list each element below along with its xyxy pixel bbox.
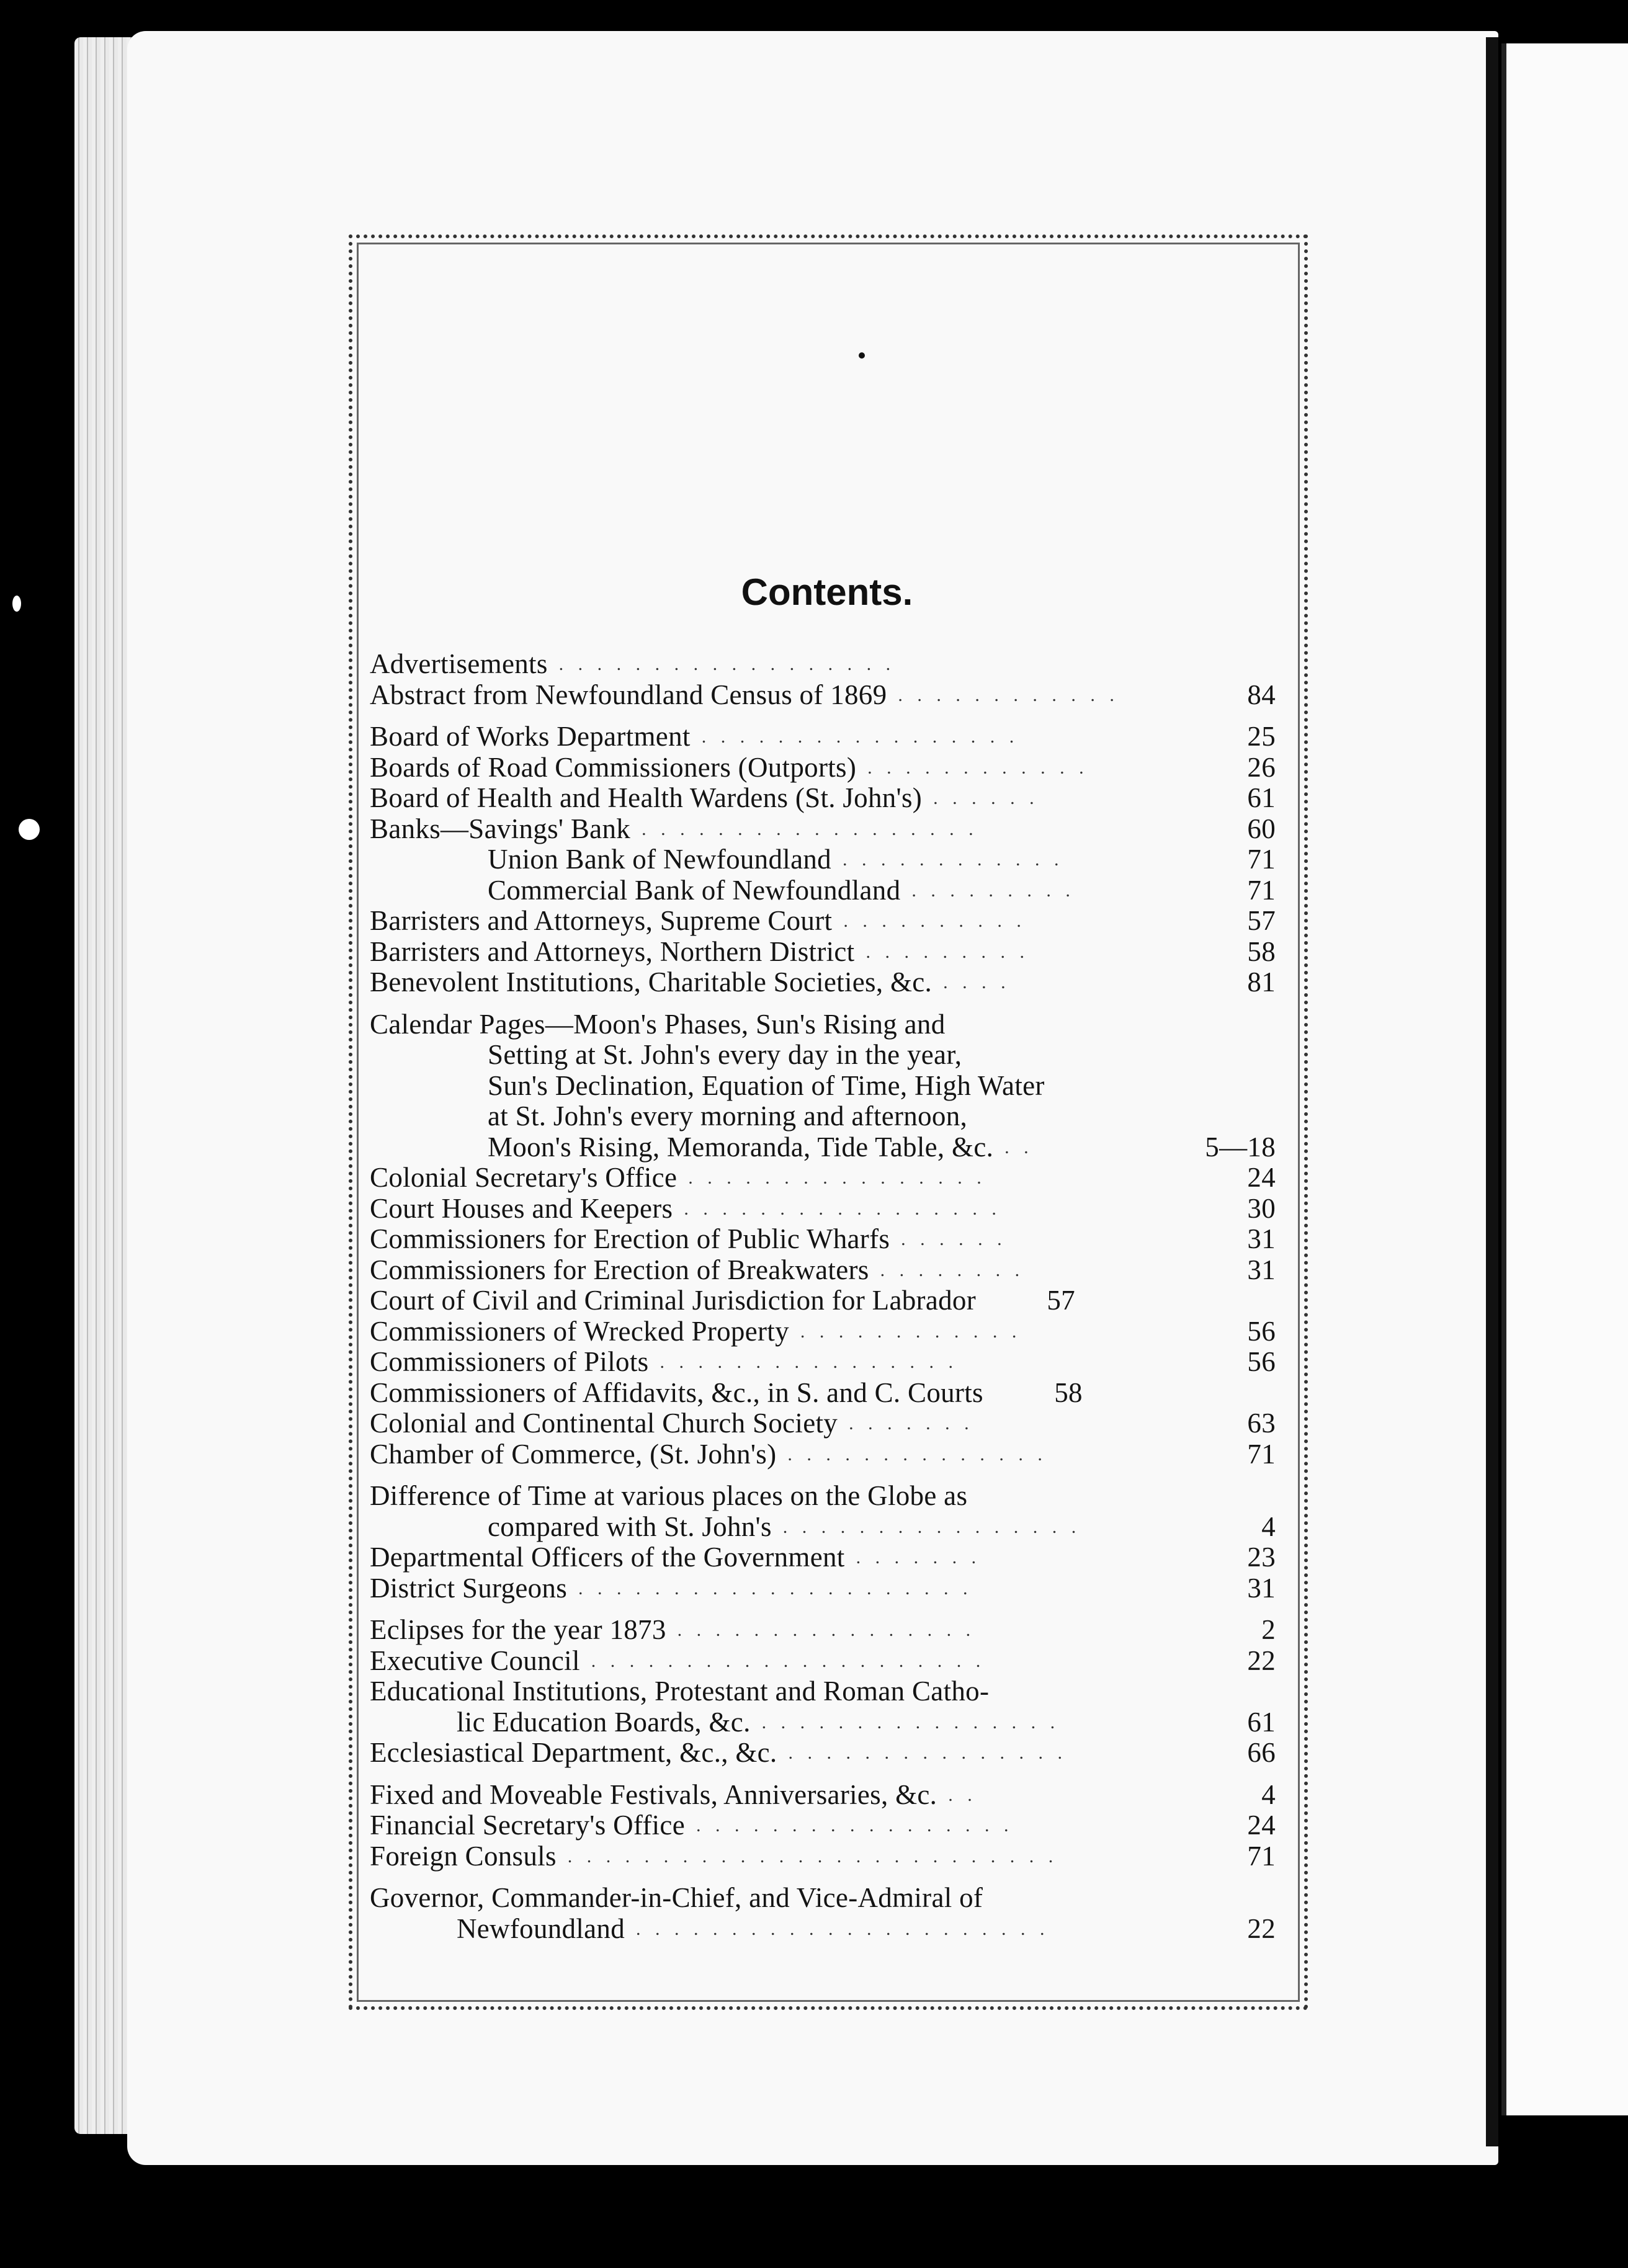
entry-text: Court of Civil and Criminal Jurisdiction for Labrador [370,1285,976,1316]
page-number: 57 [1047,1285,1075,1316]
leader-dots: . . . . . . . . . . . . . . . . . . . . . . [636,1918,1050,1939]
page-number: 5—18 [1205,1131,1276,1163]
page-number: 30 [1247,1192,1276,1224]
toc-entry [370,721,1276,752]
toc-entry [370,1439,1276,1470]
toc-entry [370,1841,1276,1872]
toc-entry [370,1009,1276,1040]
page-number: 58 [1054,1377,1083,1408]
entry-text: Departmental Officers of the Government [370,1542,845,1573]
page-number: 58 [1247,935,1276,967]
page-number: 22 [1247,1645,1276,1676]
toc-entry [370,1040,1276,1071]
entry-text: Financial Secretary's Office [370,1810,685,1841]
leader-dots: . . . . . . . . . . . . . . . . . [701,726,1019,747]
leader-dots: . . . . . . . . . . . . [842,849,1064,870]
entry-text: District Surgeons [370,1573,568,1604]
toc-entry [370,1481,1276,1512]
entry-text: Colonial Secretary's Office [370,1163,678,1193]
leader-dots: . . . . . . . . . . . . [867,757,1089,778]
toc-entry [370,814,1276,845]
ink-dot [859,352,865,359]
toc-entry [370,1285,1276,1316]
leader-dots: . . . . . . . . . [911,880,1075,901]
entry-text: Commissioners for Erection of Breakwaters [370,1254,869,1285]
toc-entry [370,1615,1276,1646]
contents-title: Contents. [741,571,913,613]
page-number: 25 [1247,721,1276,752]
leader-dots: . . . . . . . . . . . . . . . . . [695,1815,1014,1836]
entry-text: Executive Council [370,1645,580,1676]
leader-dots: . . [1004,1136,1034,1158]
toc-entry [370,1224,1276,1255]
leader-dots: . . . . . . . . [880,1259,1025,1280]
scan-speck [19,819,40,840]
leader-dots: . . . . [943,972,1011,993]
leader-dots: . . . . . . . . . . . . . . . . [677,1620,976,1640]
toc-entry [370,1646,1276,1677]
toc-entry [370,844,1276,875]
toc-entry [370,1378,1276,1409]
leader-dots: . . . . . . [901,1229,1007,1249]
entry-text: Colonial and Continental Church Society [370,1408,838,1439]
entry-text: Court Houses and Keepers [370,1193,673,1224]
entry-text: Advertisements [370,649,548,679]
page-number: 63 [1247,1408,1276,1439]
toc-entry [370,1738,1276,1769]
page-number: 26 [1247,751,1276,783]
toc-entry [370,1255,1276,1286]
toc-entry [370,1573,1276,1604]
leader-dots: . . . . . . . . . . . . . . . . [761,1712,1060,1733]
leader-dots: . . . . . . . . . . . . . . . . [660,1352,958,1372]
entry-text: Commissioners of Pilots [370,1347,649,1377]
toc-entry [370,1408,1276,1439]
toc-entry [370,967,1276,998]
book-gutter [1486,37,1498,2146]
entry-text: Boards of Road Commissioners (Outports) [370,752,857,783]
entry-text: Sun's Declination, Equation of Time, High Water [488,1070,1045,1101]
page-number: 66 [1247,1737,1276,1768]
page-number: 60 [1247,813,1276,844]
page-number: 22 [1247,1913,1276,1944]
page-number: 31 [1247,1254,1276,1285]
toc-entry [370,1542,1276,1573]
toc-entry [370,1101,1276,1132]
page-number: 24 [1247,1810,1276,1841]
leader-dots: . . . . . . . . . . . . . . . . . . . . . [578,1578,973,1599]
page-number: 4 [1261,1511,1276,1542]
entry-text: Union Bank of Newfoundland [488,844,831,875]
leader-dots: . . . . . . . . . . . . . . . . . . . . . . . . . . [567,1846,1058,1867]
toc-entry [370,937,1276,968]
page-number: 31 [1247,1572,1276,1604]
toc-entry [370,875,1276,906]
toc-entry [370,1883,1276,1914]
entry-text: Board of Health and Health Wardens (St. John's) [370,783,923,813]
entry-text: Barristers and Attorneys, Supreme Court [370,906,833,936]
entry-text: Chamber of Commerce, (St. John's) [370,1439,777,1470]
page-number: 23 [1247,1542,1276,1573]
toc-entry [370,680,1276,711]
page-number: 4 [1261,1779,1276,1810]
toc-entry [370,1163,1276,1194]
leader-dots: . . . . . . . . . . . . [800,1321,1022,1342]
page-number: 56 [1247,1315,1276,1347]
page-number: 71 [1247,1840,1276,1872]
entry-text: Moon's Rising, Memoranda, Tide Table, &c. [488,1132,994,1163]
leader-dots: . . . . . . . [849,1413,974,1434]
entry-text: Banks—Savings' Bank [370,813,631,844]
leader-dots: . . . . . . [933,788,1039,808]
toc-entry [370,1316,1276,1347]
entry-text: Calendar Pages—Moon's Phases, Sun's Rising and [370,1009,946,1040]
toc-entry [370,752,1276,784]
entry-text: Commercial Bank of Newfoundland [488,875,901,906]
entry-text: Commissioners for Erection of Public Wharfs [370,1224,890,1254]
toc-entry [370,906,1276,937]
entry-text: Barristers and Attorneys, Northern District [370,936,855,967]
toc-entry [370,1810,1276,1841]
page-number: 31 [1247,1223,1276,1254]
toc-entry [370,1676,1276,1707]
page-number: 2 [1261,1614,1276,1645]
page-number: 71 [1247,874,1276,906]
leader-dots: . . . . . . . . . . . . . . . [788,1743,1067,1763]
entry-text: Board of Works Department [370,721,691,752]
toc-entry [370,783,1276,814]
leader-dots: . . . . . . . . . . . . . . . . . [684,1198,1001,1219]
toc-entry [370,1194,1276,1225]
entry-text: at St. John's every morning and afternoon, [488,1101,968,1132]
entry-text: Educational Institutions, Protestant and Roman Catho- [370,1676,990,1707]
leader-dots: . . . . . . . . . . . . . . . . [782,1516,1081,1537]
entry-text: Benevolent Institutions, Charitable Societies, &c. [370,967,933,998]
leader-dots: . . . . . . . . . [865,941,1029,962]
page-number: 84 [1247,679,1276,710]
toc-entry [370,1132,1276,1163]
table-of-contents [370,649,1276,1944]
page-number: 71 [1247,844,1276,875]
leader-dots: . . . . . . . . . . . . . . . . [688,1167,986,1188]
entry-text: lic Education Boards, &c. [457,1707,751,1738]
entry-text: Newfoundland [457,1913,625,1944]
entry-text: Setting at St. John's every day in the year, [488,1040,962,1070]
leader-dots: . . . . . . . . . . . . [898,684,1119,705]
entry-text: compared with St. John's [488,1511,772,1542]
leader-dots: . . . . . . . . . . [843,911,1026,931]
entry-text: Fixed and Moveable Festivals, Anniversaries, &c. [370,1779,937,1810]
leader-dots: . . . . . . . [856,1547,982,1568]
entry-text: Foreign Consuls [370,1841,557,1872]
page-number: 61 [1247,782,1276,813]
leader-dots: . . . . . . . . . . . . . . . . . . [642,818,978,839]
toc-entry [370,649,1276,680]
leader-dots: . . . . . . . . . . . . . . . . . . [558,654,896,674]
leader-dots: . . [948,1784,977,1805]
page-number: 56 [1247,1346,1276,1377]
toc-entry [370,1780,1276,1811]
entry-text: Eclipses for the year 1873 [370,1615,666,1645]
leader-dots: . . . . . . . . . . . . . . . . . . . . . [591,1650,986,1671]
page-number: 24 [1247,1162,1276,1193]
entry-text: Governor, Commander-in-Chief, and Vice-Admiral of [370,1883,983,1913]
toc-entry [370,1071,1276,1102]
toc-entry [370,1914,1276,1945]
page-number: 61 [1247,1706,1276,1738]
leader-dots: . . . . . . . . . . . . . . [787,1444,1047,1465]
facing-page [1501,43,1628,2115]
page-number: 57 [1247,905,1276,936]
entry-text: Abstract from Newfoundland Census of 1869 [370,679,887,710]
page-number: 71 [1247,1438,1276,1470]
entry-text: Commissioners of Affidavits, &c., in S. and C. Courts [370,1377,983,1408]
page-number: 81 [1247,967,1276,998]
toc-entry [370,1347,1276,1378]
entry-text: Difference of Time at various places on the Globe as [370,1481,968,1511]
entry-text: Ecclesiastical Department, &c., &c. [370,1738,777,1768]
entry-text: Commissioners of Wrecked Property [370,1316,789,1347]
toc-entry [370,1707,1276,1738]
toc-entry [370,1512,1276,1543]
